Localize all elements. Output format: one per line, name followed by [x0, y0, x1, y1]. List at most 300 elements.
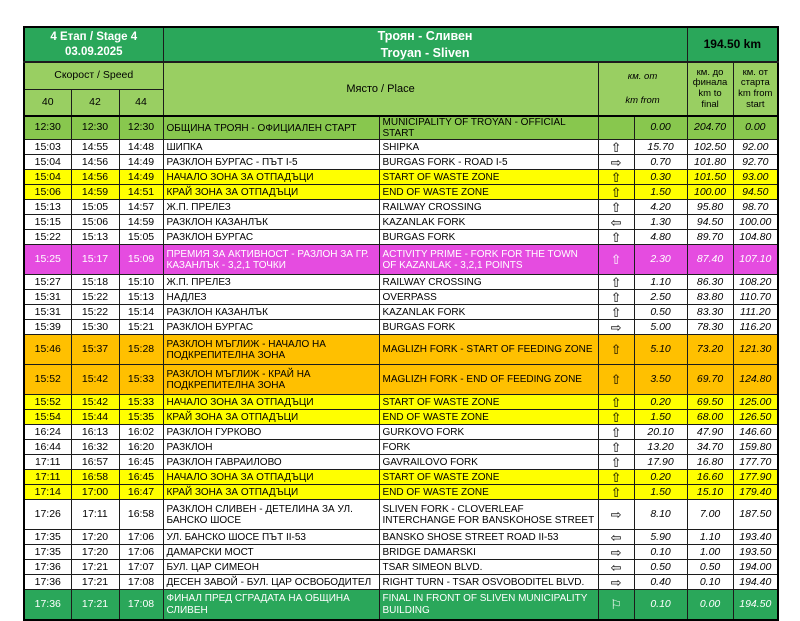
km-to-final-cell: 0.50: [687, 560, 733, 575]
table-row: [24, 560, 778, 575]
time-cell-42: 17:11: [71, 500, 119, 530]
km-from-cell: 0.10: [634, 590, 687, 620]
direction-flag-icon: ⚐: [598, 590, 634, 620]
direction-up-icon: ⇧: [598, 185, 634, 200]
place-bg-cell: ПРЕМИЯ ЗА АКТИВНОСТ - РАЗЛОН ЗА ГР. КАЗАНЛЪК - 3,2,1 ТОЧКИ: [163, 245, 379, 275]
stage-cell: [24, 27, 163, 62]
table-row: [24, 410, 778, 425]
time-cell-40: 17:11: [24, 470, 71, 485]
km-from-cell: 13.20: [634, 440, 687, 455]
table-row: [24, 245, 778, 275]
time-cell-44: 15:09: [119, 245, 163, 275]
time-cell-44: 14:59: [119, 215, 163, 230]
time-cell-40: 15:04: [24, 170, 71, 185]
time-cell-44: 17:06: [119, 530, 163, 545]
direction-up-icon: ⇧: [598, 245, 634, 275]
km-to-final-cell: 69.50: [687, 395, 733, 410]
time-cell-44: 16:45: [119, 455, 163, 470]
km-from-start-cell: 93.00: [733, 170, 778, 185]
km-from-start-cell: 116.20: [733, 320, 778, 335]
time-cell-40: 17:26: [24, 500, 71, 530]
place-bg-cell: КРАЙ ЗОНА ЗА ОТПАДЪЦИ: [163, 410, 379, 425]
place-en-cell: BURGAS FORK - ROAD I-5: [379, 155, 598, 170]
km-from-cell: 0.20: [634, 395, 687, 410]
km-to-final-cell: 102.50: [687, 140, 733, 155]
time-cell-40: 17:14: [24, 485, 71, 500]
km-to-final-cell: 47.90: [687, 425, 733, 440]
table-row: [24, 200, 778, 215]
km-from-cell: 1.10: [634, 275, 687, 290]
time-cell-42: 17:21: [71, 575, 119, 590]
km-from-cell: 1.50: [634, 410, 687, 425]
km-from-start-cell: 194.50: [733, 590, 778, 620]
km-to-final-label-en: km to final: [698, 88, 722, 110]
table-row: [24, 530, 778, 545]
race-title-bg: Троян - Сливен: [377, 29, 473, 44]
km-to-final-cell: 78.30: [687, 320, 733, 335]
place-bg-cell: ФИНАЛ ПРЕД СГРАДАТА НА ОБЩИНА СЛИВЕН: [163, 590, 379, 620]
time-cell-42: 15:05: [71, 200, 119, 215]
time-cell-40: 15:25: [24, 245, 71, 275]
time-cell-44: 15:28: [119, 335, 163, 365]
time-cell-40: 16:24: [24, 425, 71, 440]
time-cell-42: 16:57: [71, 455, 119, 470]
place-en-cell: KAZANLAK FORK: [379, 215, 598, 230]
time-cell-44: 15:21: [119, 320, 163, 335]
km-from-start-cell: 92.70: [733, 155, 778, 170]
place-bg-cell: РАЗКЛОН ГАВРАИЛОВО: [163, 455, 379, 470]
direction-up-icon: ⇧: [598, 290, 634, 305]
table-row: [24, 335, 778, 365]
km-from-start-cell: 193.50: [733, 545, 778, 560]
place-bg-cell: ДЕСЕН ЗАВОЙ - БУЛ. ЦАР ОСВОБОДИТЕЛ: [163, 575, 379, 590]
time-cell-44: 15:14: [119, 305, 163, 320]
place-en-cell: END OF WASTE ZONE: [379, 485, 598, 500]
direction-left-icon: ⇦: [598, 215, 634, 230]
km-to-final-cell: 87.40: [687, 245, 733, 275]
direction-left-icon: ⇦: [598, 560, 634, 575]
km-to-final-cell: 34.70: [687, 440, 733, 455]
place-bg-cell: КРАЙ ЗОНА ЗА ОТПАДЪЦИ: [163, 485, 379, 500]
km-from-cell: 0.10: [634, 545, 687, 560]
km-from-start-cell: 110.70: [733, 290, 778, 305]
km-from-cell: 2.30: [634, 245, 687, 275]
km-to-final-cell: 94.50: [687, 215, 733, 230]
time-cell-42: 15:37: [71, 335, 119, 365]
km-from-start-cell: 94.50: [733, 185, 778, 200]
stage-date: 03.09.2025: [64, 45, 123, 58]
place-en-cell: SLIVEN FORK - CLOVERLEAF INTERCHANGE FOR BANSKOHOSE STREET: [379, 500, 598, 530]
km-from-cell: 3.50: [634, 365, 687, 395]
place-en-cell: BRIDGE DAMARSKI: [379, 545, 598, 560]
km-from-start-label-en: km from start: [738, 88, 773, 110]
time-cell-42: 14:56: [71, 170, 119, 185]
table-row: [24, 230, 778, 245]
time-cell-44: 17:06: [119, 545, 163, 560]
direction-up-icon: ⇧: [598, 470, 634, 485]
time-cell-42: 15:22: [71, 290, 119, 305]
km-from-start-header: [733, 62, 778, 116]
km-from-start-cell: 125.00: [733, 395, 778, 410]
place-bg-cell: ОБЩИНА ТРОЯН - ОФИЦИАЛЕН СТАРТ: [163, 116, 379, 140]
place-bg-cell: РАЗКЛОН ГУРКОВО: [163, 425, 379, 440]
time-cell-42: 17:21: [71, 560, 119, 575]
km-from-cell: 4.80: [634, 230, 687, 245]
header-sub-row: [24, 62, 778, 90]
place-en-cell: MAGLIZH FORK - END OF FEEDING ZONE: [379, 365, 598, 395]
place-bg-cell: РАЗКЛОН БУРГАС: [163, 230, 379, 245]
time-cell-42: 15:42: [71, 365, 119, 395]
time-cell-42: 16:32: [71, 440, 119, 455]
time-cell-40: 16:44: [24, 440, 71, 455]
direction-up-icon: ⇧: [598, 395, 634, 410]
time-cell-40: 15:52: [24, 395, 71, 410]
km-from-start-cell: 126.50: [733, 410, 778, 425]
time-cell-44: 15:33: [119, 395, 163, 410]
km-to-final-cell: 16.60: [687, 470, 733, 485]
place-bg-cell: РАЗКЛОН: [163, 440, 379, 455]
time-cell-40: 17:36: [24, 590, 71, 620]
time-cell-44: 15:05: [119, 230, 163, 245]
direction-right-icon: ⇨: [598, 155, 634, 170]
direction-none-icon: [598, 116, 634, 140]
place-bg-cell: НАЧАЛО ЗОНА ЗА ОТПАДЪЦИ: [163, 395, 379, 410]
time-cell-40: 15:22: [24, 230, 71, 245]
speed-header: Скорост / Speed: [24, 62, 163, 90]
place-en-cell: BURGAS FORK: [379, 320, 598, 335]
time-cell-42: 16:58: [71, 470, 119, 485]
km-from-cell: 2.50: [634, 290, 687, 305]
km-from-cell: 0.00: [634, 116, 687, 140]
time-cell-40: 17:36: [24, 560, 71, 575]
time-cell-44: 17:08: [119, 575, 163, 590]
table-row: [24, 545, 778, 560]
race-title: [163, 27, 687, 62]
km-from-start-cell: 121.30: [733, 335, 778, 365]
time-cell-44: 15:10: [119, 275, 163, 290]
route-table-body: [24, 116, 778, 620]
km-to-final-cell: 69.70: [687, 365, 733, 395]
km-to-final-cell: 16.80: [687, 455, 733, 470]
time-cell-40: 17:36: [24, 575, 71, 590]
time-cell-42: 17:00: [71, 485, 119, 500]
table-row: [24, 116, 778, 140]
table-row: [24, 215, 778, 230]
table-row: [24, 365, 778, 395]
direction-up-icon: ⇧: [598, 365, 634, 395]
km-from-cell: 20.10: [634, 425, 687, 440]
km-to-final-cell: 0.00: [687, 590, 733, 620]
direction-right-icon: ⇨: [598, 320, 634, 335]
place-en-cell: GURKOVO FORK: [379, 425, 598, 440]
km-to-final-cell: 0.10: [687, 575, 733, 590]
km-to-final-cell: 86.30: [687, 275, 733, 290]
place-en-cell: ACTIVITY PRIME - FORK FOR THE TOWN OF KAZANLAK - 3,2,1 POINTS: [379, 245, 598, 275]
place-en-cell: BANSKO SHOSE STREET ROAD II-53: [379, 530, 598, 545]
km-from-cell: 5.90: [634, 530, 687, 545]
time-cell-44: 14:57: [119, 200, 163, 215]
time-cell-40: 17:11: [24, 455, 71, 470]
place-en-cell: SHIPKA: [379, 140, 598, 155]
time-cell-44: 12:30: [119, 116, 163, 140]
km-to-final-label-bg: км. до финала: [692, 66, 728, 89]
table-row: [24, 425, 778, 440]
km-to-final-cell: 15.10: [687, 485, 733, 500]
km-from-start-cell: 107.10: [733, 245, 778, 275]
place-bg-cell: УЛ. БАНСКО ШОСЕ ПЪТ II-53: [163, 530, 379, 545]
km-from-start-cell: 124.80: [733, 365, 778, 395]
table-row: [24, 275, 778, 290]
table-row: [24, 470, 778, 485]
total-distance: 194.50 km: [687, 27, 778, 62]
table-row: [24, 575, 778, 590]
time-cell-40: 15:31: [24, 305, 71, 320]
km-from-start-cell: 92.00: [733, 140, 778, 155]
place-en-cell: KAZANLAK FORK: [379, 305, 598, 320]
table-row: [24, 155, 778, 170]
time-cell-44: 14:49: [119, 155, 163, 170]
place-bg-cell: РАЗКЛОН БУРГАС: [163, 320, 379, 335]
time-cell-42: 15:30: [71, 320, 119, 335]
place-bg-cell: ШИПКА: [163, 140, 379, 155]
km-from-cell: 0.50: [634, 560, 687, 575]
time-cell-40: 15:31: [24, 290, 71, 305]
place-en-cell: END OF WASTE ZONE: [379, 185, 598, 200]
time-cell-44: 14:51: [119, 185, 163, 200]
place-en-cell: RAILWAY CROSSING: [379, 275, 598, 290]
km-from-start-cell: 146.60: [733, 425, 778, 440]
time-cell-42: 16:13: [71, 425, 119, 440]
table-row: [24, 500, 778, 530]
time-cell-40: 17:35: [24, 530, 71, 545]
table-row: [24, 185, 778, 200]
km-from-start-cell: 187.50: [733, 500, 778, 530]
speed-44: 44: [119, 90, 163, 117]
km-to-final-cell: 89.70: [687, 230, 733, 245]
direction-right-icon: ⇨: [598, 545, 634, 560]
place-bg-cell: БУЛ. ЦАР СИМЕОН: [163, 560, 379, 575]
time-cell-42: 15:17: [71, 245, 119, 275]
place-en-cell: OVERPASS: [379, 290, 598, 305]
km-from-start-cell: 111.20: [733, 305, 778, 320]
place-header: Място / Place: [163, 62, 598, 116]
km-to-final-cell: 1.00: [687, 545, 733, 560]
km-to-final-cell: 101.50: [687, 170, 733, 185]
direction-up-icon: ⇧: [598, 275, 634, 290]
time-cell-42: 15:18: [71, 275, 119, 290]
km-from-cell: 17.90: [634, 455, 687, 470]
time-cell-44: 16:58: [119, 500, 163, 530]
time-cell-40: 15:46: [24, 335, 71, 365]
place-en-cell: FINAL IN FRONT OF SLIVEN MUNICIPALITY BUILDING: [379, 590, 598, 620]
km-to-final-cell: 95.80: [687, 200, 733, 215]
time-cell-40: 15:06: [24, 185, 71, 200]
km-from-label-en: km from: [625, 94, 660, 106]
direction-up-icon: ⇧: [598, 200, 634, 215]
route-table: [23, 26, 779, 621]
km-from-cell: 5.10: [634, 335, 687, 365]
time-cell-40: 15:04: [24, 155, 71, 170]
direction-right-icon: ⇨: [598, 500, 634, 530]
time-cell-40: 15:39: [24, 320, 71, 335]
place-bg-cell: НАДЛЕЗ: [163, 290, 379, 305]
km-from-start-cell: 177.70: [733, 455, 778, 470]
place-en-cell: TSAR SIMEON BLVD.: [379, 560, 598, 575]
km-to-final-cell: 1.10: [687, 530, 733, 545]
km-from-label-bg: км. от: [627, 70, 658, 82]
km-from-start-label-bg: км. от старта: [740, 66, 770, 89]
place-en-cell: BURGAS FORK: [379, 230, 598, 245]
km-from-cell: 8.10: [634, 500, 687, 530]
place-en-cell: MAGLIZH FORK - START OF FEEDING ZONE: [379, 335, 598, 365]
km-from-cell: 4.20: [634, 200, 687, 215]
direction-up-icon: ⇧: [598, 305, 634, 320]
time-cell-44: 15:35: [119, 410, 163, 425]
km-from-cell: 0.30: [634, 170, 687, 185]
place-bg-cell: НАЧАЛО ЗОНА ЗА ОТПАДЪЦИ: [163, 170, 379, 185]
place-en-cell: END OF WASTE ZONE: [379, 410, 598, 425]
direction-up-icon: ⇧: [598, 230, 634, 245]
time-cell-44: 15:33: [119, 365, 163, 395]
time-cell-42: 14:55: [71, 140, 119, 155]
place-en-cell: START OF WASTE ZONE: [379, 170, 598, 185]
km-from-cell: 1.50: [634, 485, 687, 500]
km-from-start-cell: 177.90: [733, 470, 778, 485]
table-row: [24, 170, 778, 185]
time-cell-40: 12:30: [24, 116, 71, 140]
km-from-start-cell: 193.40: [733, 530, 778, 545]
km-from-start-cell: 0.00: [733, 116, 778, 140]
place-bg-cell: РАЗКЛОН БУРГАС - ПЪТ I-5: [163, 155, 379, 170]
km-from-start-cell: 194.00: [733, 560, 778, 575]
time-cell-44: 17:07: [119, 560, 163, 575]
time-cell-44: 16:47: [119, 485, 163, 500]
km-from-cell: 15.70: [634, 140, 687, 155]
time-cell-42: 17:20: [71, 530, 119, 545]
time-cell-42: 12:30: [71, 116, 119, 140]
km-from-cell: 0.50: [634, 305, 687, 320]
km-from-start-cell: 98.70: [733, 200, 778, 215]
table-row: [24, 485, 778, 500]
place-bg-cell: КРАЙ ЗОНА ЗА ОТПАДЪЦИ: [163, 185, 379, 200]
speed-40: 40: [24, 90, 71, 117]
km-to-final-cell: 204.70: [687, 116, 733, 140]
header-band: [24, 27, 778, 62]
table-row: [24, 440, 778, 455]
time-cell-44: 15:13: [119, 290, 163, 305]
km-from-cell: 5.00: [634, 320, 687, 335]
place-en-cell: START OF WASTE ZONE: [379, 395, 598, 410]
km-from-start-cell: 100.00: [733, 215, 778, 230]
km-from-cell: 1.50: [634, 185, 687, 200]
time-cell-42: 15:22: [71, 305, 119, 320]
time-cell-40: 15:15: [24, 215, 71, 230]
time-cell-42: 17:20: [71, 545, 119, 560]
table-row: [24, 590, 778, 620]
place-bg-cell: РАЗКЛОН КАЗАНЛЪК: [163, 215, 379, 230]
place-en-cell: GAVRAILOVO FORK: [379, 455, 598, 470]
km-to-final-cell: 73.20: [687, 335, 733, 365]
direction-up-icon: ⇧: [598, 170, 634, 185]
time-cell-42: 14:59: [71, 185, 119, 200]
time-cell-44: 16:45: [119, 470, 163, 485]
km-from-start-cell: 194.40: [733, 575, 778, 590]
place-bg-cell: РАЗКЛОН МЪГЛИЖ - НАЧАЛО НА ПОДКРЕПИТЕЛНА ЗОНА: [163, 335, 379, 365]
place-bg-cell: НАЧАЛО ЗОНА ЗА ОТПАДЪЦИ: [163, 470, 379, 485]
place-en-cell: MUNICIPALITY OF TROYAN - OFFICIAL START: [379, 116, 598, 140]
time-cell-40: 15:52: [24, 365, 71, 395]
time-cell-40: 15:54: [24, 410, 71, 425]
km-to-final-header: [687, 62, 733, 116]
direction-up-icon: ⇧: [598, 455, 634, 470]
direction-up-icon: ⇧: [598, 410, 634, 425]
time-cell-40: 15:27: [24, 275, 71, 290]
km-to-final-cell: 68.00: [687, 410, 733, 425]
time-cell-44: 14:49: [119, 170, 163, 185]
race-title-en: Troyan - Sliven: [380, 45, 470, 60]
km-from-header: [598, 62, 687, 116]
km-from-start-cell: 108.20: [733, 275, 778, 290]
place-bg-cell: РАЗКЛОН СЛИВЕН - ДЕТЕЛИНА ЗА УЛ. БАНСКО ШОСЕ: [163, 500, 379, 530]
time-cell-40: 17:35: [24, 545, 71, 560]
direction-up-icon: ⇧: [598, 485, 634, 500]
stage-label: 4 Етап / Stage 4: [50, 30, 138, 43]
time-cell-40: 15:13: [24, 200, 71, 215]
time-cell-42: 15:42: [71, 395, 119, 410]
km-to-final-cell: 7.00: [687, 500, 733, 530]
km-to-final-cell: 100.00: [687, 185, 733, 200]
direction-up-icon: ⇧: [598, 440, 634, 455]
table-row: [24, 395, 778, 410]
time-cell-42: 15:13: [71, 230, 119, 245]
place-bg-cell: РАЗКЛОН КАЗАНЛЪК: [163, 305, 379, 320]
place-en-cell: RIGHT TURN - TSAR OSVOBODITEL BLVD.: [379, 575, 598, 590]
km-to-final-cell: 101.80: [687, 155, 733, 170]
place-bg-cell: РАЗКЛОН МЪГЛИЖ - КРАЙ НА ПОДКРЕПИТЕЛНА ЗОНА: [163, 365, 379, 395]
place-en-cell: START OF WASTE ZONE: [379, 470, 598, 485]
direction-left-icon: ⇦: [598, 530, 634, 545]
km-from-cell: 0.40: [634, 575, 687, 590]
direction-right-icon: ⇨: [598, 575, 634, 590]
time-cell-42: 17:21: [71, 590, 119, 620]
km-to-final-cell: 83.80: [687, 290, 733, 305]
time-cell-44: 17:08: [119, 590, 163, 620]
time-cell-44: 14:48: [119, 140, 163, 155]
table-row: [24, 455, 778, 470]
place-bg-cell: ДАМАРСКИ МОСТ: [163, 545, 379, 560]
km-from-cell: 1.30: [634, 215, 687, 230]
place-en-cell: FORK: [379, 440, 598, 455]
roadbook-sheet: [23, 26, 779, 621]
time-cell-44: 16:20: [119, 440, 163, 455]
table-row: [24, 140, 778, 155]
time-cell-42: 15:06: [71, 215, 119, 230]
km-from-cell: 0.70: [634, 155, 687, 170]
place-en-cell: RAILWAY CROSSING: [379, 200, 598, 215]
speed-42: 42: [71, 90, 119, 117]
km-to-final-cell: 83.30: [687, 305, 733, 320]
direction-up-icon: ⇧: [598, 140, 634, 155]
table-row: [24, 320, 778, 335]
time-cell-40: 15:03: [24, 140, 71, 155]
km-from-start-cell: 179.40: [733, 485, 778, 500]
time-cell-42: 14:56: [71, 155, 119, 170]
direction-up-icon: ⇧: [598, 335, 634, 365]
time-cell-44: 16:02: [119, 425, 163, 440]
time-cell-42: 15:44: [71, 410, 119, 425]
km-from-cell: 0.20: [634, 470, 687, 485]
km-from-start-cell: 159.80: [733, 440, 778, 455]
